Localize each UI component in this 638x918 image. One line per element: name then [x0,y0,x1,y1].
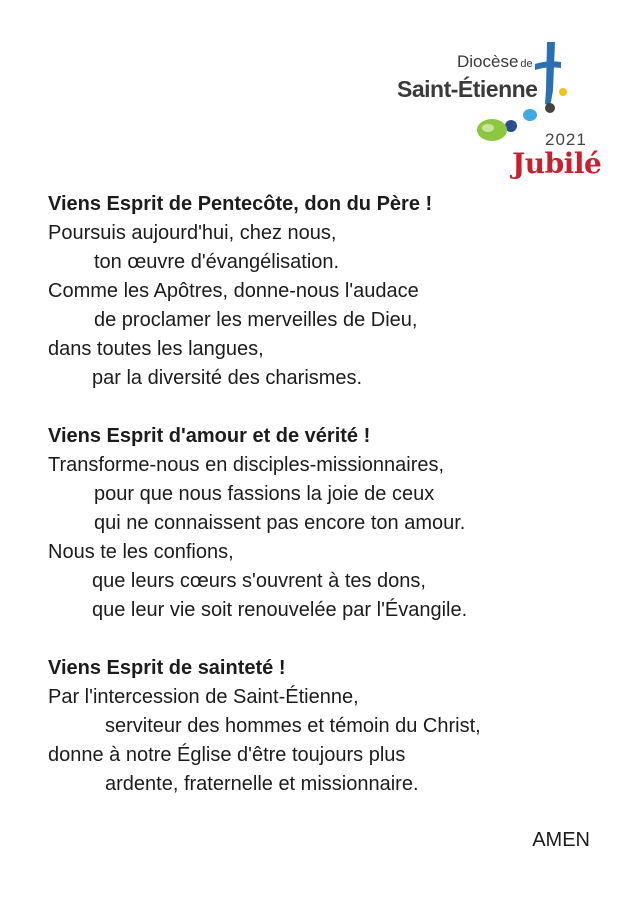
logo-city-text: Saint-Étienne [397,76,538,102]
prayer-line: qui ne connaissent pas encore ton amour. [94,512,466,534]
stanza-heading: Viens Esprit de sainteté ! [48,657,286,679]
stanza-2 [48,422,608,625]
de-word: de [520,58,533,70]
prayer-line: dans toutes les langues, [48,338,264,360]
blue-dot-icon [523,109,537,121]
prayer-line: Comme les Apôtres, donne-nous l'audace [48,280,419,302]
prayer-line: ardente, fraternelle et missionnaire. [105,773,419,795]
prayer-line: par la diversité des charismes. [92,367,363,389]
prayer-line: serviteur des hommes et témoin du Christ, [105,715,481,737]
prayer-line: Par l'intercession de Saint-Étienne, [48,686,359,708]
prayer-line: Poursuis aujourd'hui, chez nous, [48,222,337,244]
prayer-line: ton œuvre d'évangélisation. [94,251,340,273]
logo-year: 2021 [545,130,587,149]
yellow-dot-icon [559,88,567,96]
logo-diocese-text [457,52,533,72]
cross-icon [545,42,555,105]
stanza-3 [48,654,608,799]
prayer-text [48,190,608,828]
green-leaf-highlight-icon [482,124,494,132]
stanza-heading: Viens Esprit de Pentecôte, don du Père ! [48,193,433,215]
diocese-jubile-logo [395,42,602,182]
prayer-line: de proclamer les merveilles de Dieu, [94,309,418,331]
stanza-1 [48,190,608,393]
diocese-word: Diocèse [457,52,519,71]
gray-dot-icon [545,103,555,113]
prayer-line: que leurs cœurs s'ouvrent à tes dons, [92,570,426,592]
prayer-line: pour que nous fassions la joie de ceux [94,483,435,505]
amen-closing: AMEN [532,829,590,851]
logo-jubile: Jubilé [512,147,602,180]
prayer-line: donne à notre Église d'être toujours plus [48,744,406,766]
stanza-heading: Viens Esprit d'amour et de vérité ! [48,425,371,447]
prayer-line: que leur vie soit renouvelée par l'Évangile. [92,599,468,621]
prayer-line: Transforme-nous en disciples-missionnaires, [48,454,445,476]
prayer-line: Nous te les confions, [48,541,234,563]
